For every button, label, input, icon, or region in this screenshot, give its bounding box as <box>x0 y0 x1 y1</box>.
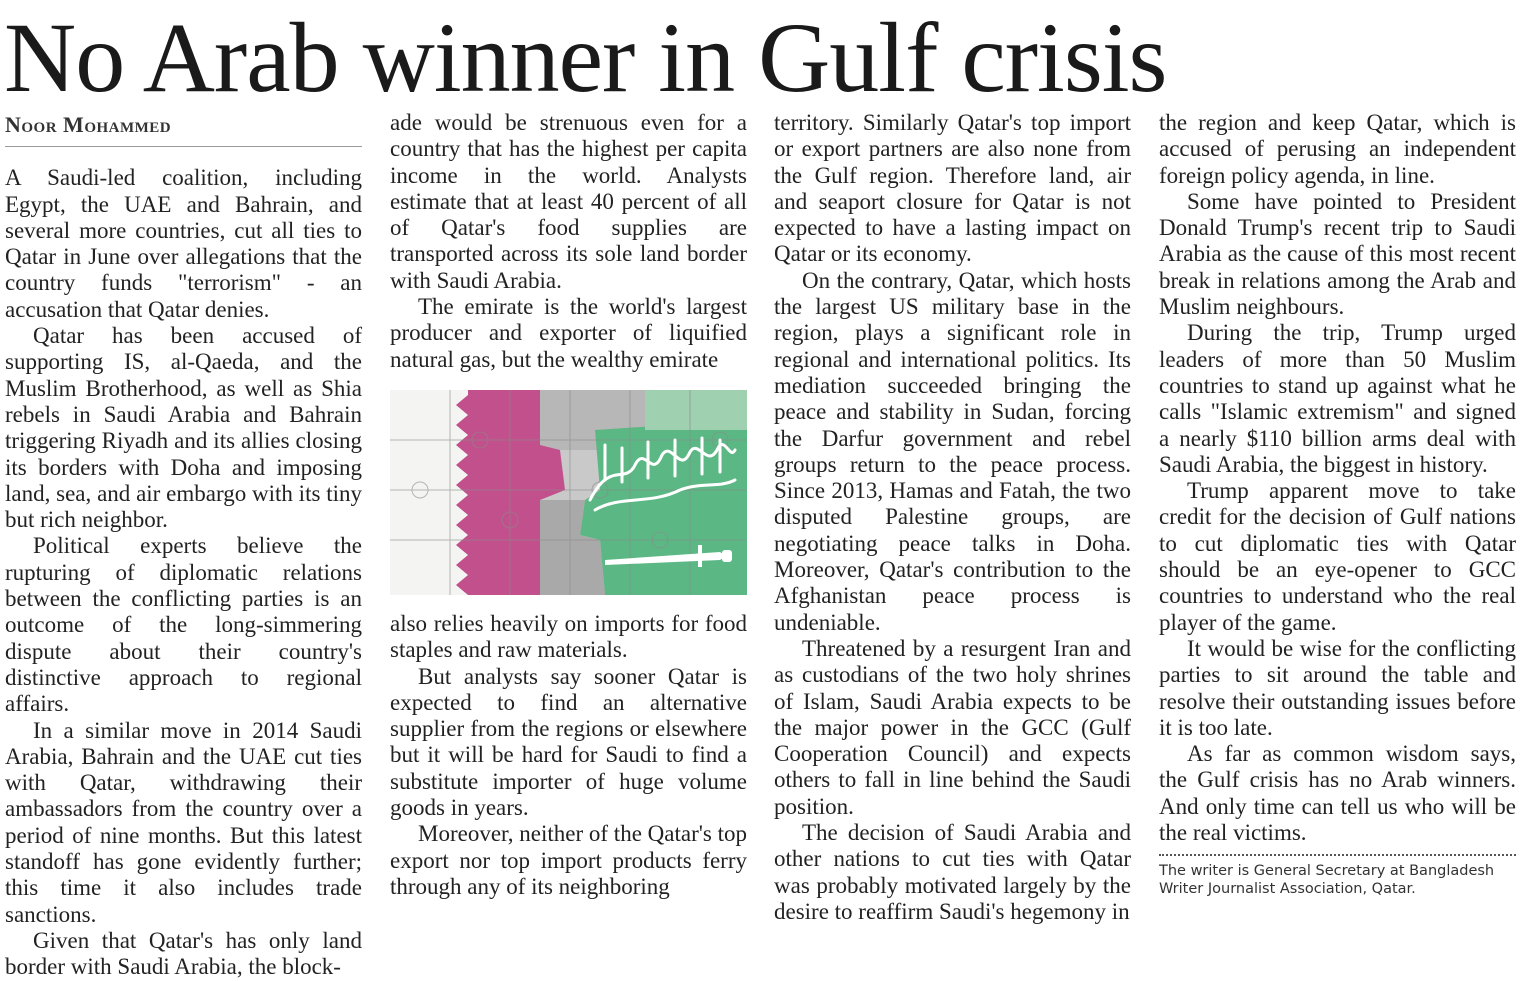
paragraph: In a similar move in 2014 Saudi Arabia, Bahrain and the UAE cut ties with Qatar, withdrawing their ambassadors from the country over a period of nine months. But this latest standoff has gone evidently further; this time it also includes trade sanctions. <box>5 717 362 927</box>
paragraph: territory. Similarly Qatar's top import or export partners are also none from the Gulf region. Therefore land, air and seaport closure for Qatar is not expected to have a lasting impact on Qatar or its economy. <box>774 110 1131 267</box>
column-2 <box>390 110 747 920</box>
column-3 <box>774 110 1131 924</box>
paragraph: also relies heavily on imports for food staples and raw materials. <box>390 610 747 663</box>
paragraph: As far as common wisdom says, the Gulf crisis has no Arab winners. And only time can tell us who will be the real victims. <box>1159 741 1516 846</box>
byline: Noor Mohammed <box>5 112 362 147</box>
paragraph: Threatened by a resurgent Iran and as custodians of the two holy shrines of Islam, Saudi Arabia expects to be the major power in the GCC (Gulf Cooperation Council) and expects others to fall in line behind the Saudi position. <box>774 635 1131 819</box>
column-4 <box>1159 110 1516 920</box>
flags-puzzle-image <box>390 390 747 595</box>
paragraph: The emirate is the world's largest producer and exporter of liquified natural gas, but the wealthy emirate <box>390 294 747 372</box>
paragraph: On the contrary, Qatar, which hosts the largest US military base in the region, plays a significant role in regional and international politics. Its mediation succeeded bringing the peace and stability in Sudan, forcing the Darfur government and rebel groups return to the peace process. Since 2013, Hamas and Fatah, the two disputed Palestine groups, are negotiating peace talks in Doha. Moreover, Qatar's contribution to the Afghanistan peace process is undeniable. <box>774 267 1131 635</box>
paragraph: But analysts say sooner Qatar is expected to find an alternative supplier from the regions or elsewhere but it will be hard for Saudi to find a substitute importer of huge volume goods in years. <box>390 663 747 821</box>
flags-puzzle-graphic <box>390 390 747 595</box>
paragraph: Moreover, neither of the Qatar's top export nor top import products ferry through any of its neighboring <box>390 821 747 899</box>
footnote-divider <box>1159 854 1516 856</box>
paragraph: Given that Qatar's has only land border with Saudi Arabia, the block- <box>5 927 362 980</box>
paragraph: Some have pointed to President Donald Trump's recent trip to Saudi Arabia as the cause of this most recent break in relations among the Arab and Muslim neighbours. <box>1159 188 1516 320</box>
column-1 <box>5 110 362 980</box>
headline: No Arab winner in Gulf crisis <box>4 2 1167 113</box>
paragraph: Qatar has been accused of supporting IS, al-Qaeda, and the Muslim Brotherhood, as well as Shia rebels in Saudi Arabia and Bahrain triggering Riyadh and its allies closing its borders with Doha and imposing land, sea, and air embargo with its tiny but rich neighbor. <box>5 323 362 533</box>
paragraph: the region and keep Qatar, which is accused of perusing an independent foreign policy agenda, in line. <box>1159 110 1516 188</box>
author-footnote: The writer is General Secretary at Bangladesh Writer Journalist Association, Qatar. <box>1159 863 1495 898</box>
paragraph: Political experts believe the rupturing of diplomatic relations between the conflicting parties is an outcome of the long-simmering dispute about their country's distinctive approach to regional affairs. <box>5 533 362 717</box>
paragraph: Trump apparent move to take credit for the decision of Gulf nations to cut diplomatic ties with Qatar should be an eye-opener to GCC countries to understand who the real player of the game. <box>1159 478 1516 635</box>
paragraph: During the trip, Trump urged leaders of more than 50 Muslim countries to stand up against what he calls "Islamic extremism" and signed a nearly $110 billion arms deal with Saudi Arabia, the biggest in history. <box>1159 320 1516 477</box>
paragraph: ade would be strenuous even for a country that has the highest per capita income in the world. Analysts estimate that at least 40 percent of all of Qatar's food supplies are transported across its sole land border with Saudi Arabia. <box>390 110 747 293</box>
paragraph: A Saudi-led coalition, including Egypt, the UAE and Bahrain, and several more countries, cut all ties to Qatar in June over allegations that the country funds "terrorism" - an accusation that Qatar denies. <box>5 165 362 322</box>
paragraph: It would be wise for the conflicting parties to sit around the table and resolve their outstanding issues before it is too late. <box>1159 635 1516 740</box>
paragraph: The decision of Saudi Arabia and other nations to cut ties with Qatar was probably motivated largely by the desire to reaffirm Saudi's hegemony in <box>774 820 1131 924</box>
